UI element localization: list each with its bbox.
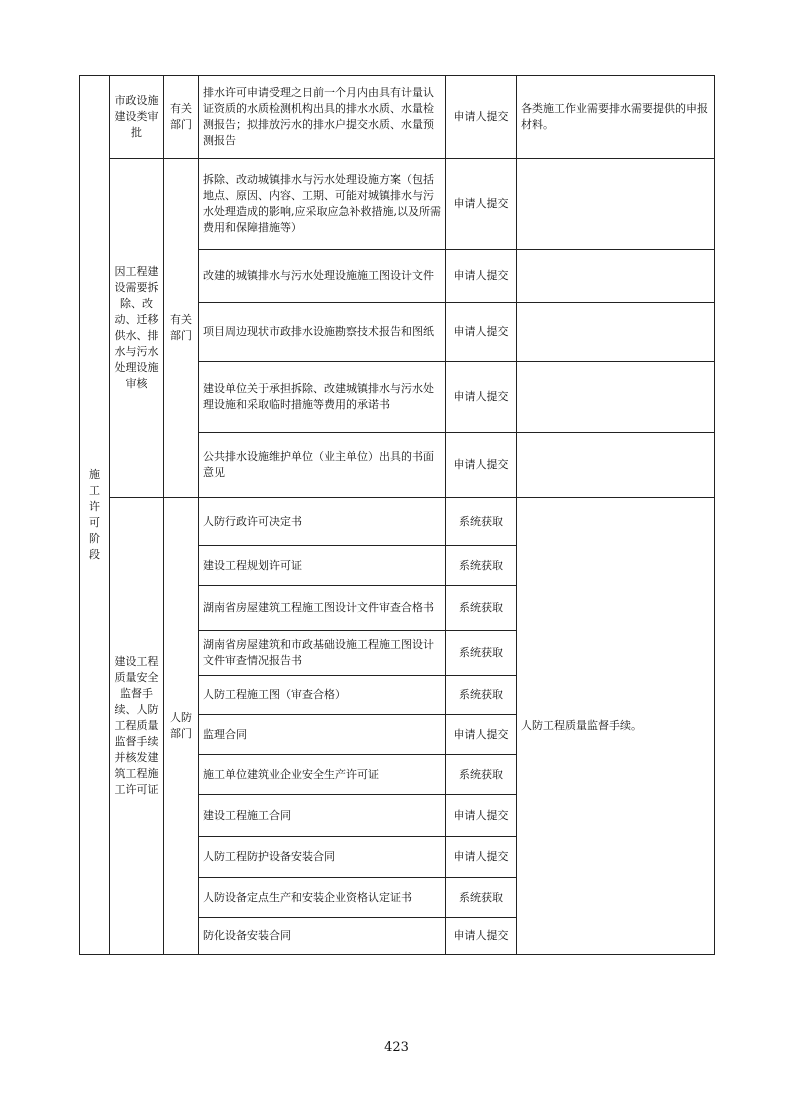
source-cell: 系统获取	[446, 631, 517, 676]
material-cell: 项目周边现状市政排水设施勘察技术报告和图纸	[199, 303, 446, 362]
table-row	[80, 76, 715, 159]
note-cell	[517, 159, 715, 250]
materials-table	[79, 75, 715, 955]
material-cell: 防化设备安装合同	[199, 918, 446, 955]
material-cell: 监理合同	[199, 715, 446, 755]
source-cell: 系统获取	[446, 755, 517, 795]
note-cell: 各类施工作业需要排水需要提供的申报材料。	[517, 76, 715, 159]
source-cell: 系统获取	[446, 498, 517, 546]
dept-cell: 有关部门	[164, 76, 199, 159]
item-cell: 建设工程质量安全监督手续、人防工程质量监督手续并核发建筑工程施工许可证	[110, 498, 164, 955]
material-cell: 湖南省房屋建筑和市政基础设施工程施工图设计文件审查情况报告书	[199, 631, 446, 676]
note-cell	[517, 303, 715, 362]
item-cell: 因工程建设需要拆除、改动、迁移供水、排水与污水处理设施审核	[110, 159, 164, 498]
material-cell: 施工单位建筑业企业安全生产许可证	[199, 755, 446, 795]
material-cell: 公共排水设施维护单位（业主单位）出具的书面意见	[199, 433, 446, 498]
source-cell: 申请人提交	[446, 159, 517, 250]
source-cell: 系统获取	[446, 676, 517, 715]
source-cell: 申请人提交	[446, 795, 517, 837]
source-cell: 申请人提交	[446, 433, 517, 498]
source-cell: 申请人提交	[446, 76, 517, 159]
material-cell: 改建的城镇排水与污水处理设施施工图设计文件	[199, 250, 446, 303]
source-cell: 申请人提交	[446, 250, 517, 303]
source-cell: 申请人提交	[446, 715, 517, 755]
item-cell: 市政设施建设类审批	[110, 76, 164, 159]
material-cell: 建设工程规划许可证	[199, 546, 446, 586]
material-cell: 人防工程施工图（审查合格）	[199, 676, 446, 715]
note-cell	[517, 362, 715, 433]
note-cell	[517, 250, 715, 303]
source-cell: 申请人提交	[446, 362, 517, 433]
dept-cell: 有关部门	[164, 159, 199, 498]
material-cell: 人防工程防护设备安装合同	[199, 837, 446, 878]
table-row	[80, 159, 715, 250]
source-cell: 系统获取	[446, 546, 517, 586]
material-cell: 建设单位关于承担拆除、改建城镇排水与污水处理设施和采取临时措施等费用的承诺书	[199, 362, 446, 433]
note-cell: 人防工程质量监督手续。	[517, 498, 715, 955]
table-row	[80, 498, 715, 546]
material-cell: 建设工程施工合同	[199, 795, 446, 837]
material-cell: 人防行政许可决定书	[199, 498, 446, 546]
stage-cell: 施工许可阶段	[80, 76, 110, 955]
page-number: 423	[384, 1040, 409, 1055]
source-cell: 申请人提交	[446, 918, 517, 955]
dept-cell: 人防部门	[164, 498, 199, 955]
source-cell: 系统获取	[446, 586, 517, 631]
source-cell: 申请人提交	[446, 837, 517, 878]
material-cell: 湖南省房屋建筑工程施工图设计文件审查合格书	[199, 586, 446, 631]
material-cell: 拆除、改动城镇排水与污水处理设施方案（包括地点、原因、内容、工期、可能对城镇排水与污水处理造成的影响,应采取应急补救措施,以及所需费用和保障措施等）	[199, 159, 446, 250]
material-cell: 人防设备定点生产和安装企业资格认定证书	[199, 878, 446, 918]
source-cell: 申请人提交	[446, 303, 517, 362]
material-cell: 排水许可申请受理之日前一个月内由具有计量认证资质的水质检测机构出具的排水水质、水量检测报告；拟排放污水的排水户提交水质、水量预测报告	[199, 76, 446, 159]
source-cell: 系统获取	[446, 878, 517, 918]
note-cell	[517, 433, 715, 498]
